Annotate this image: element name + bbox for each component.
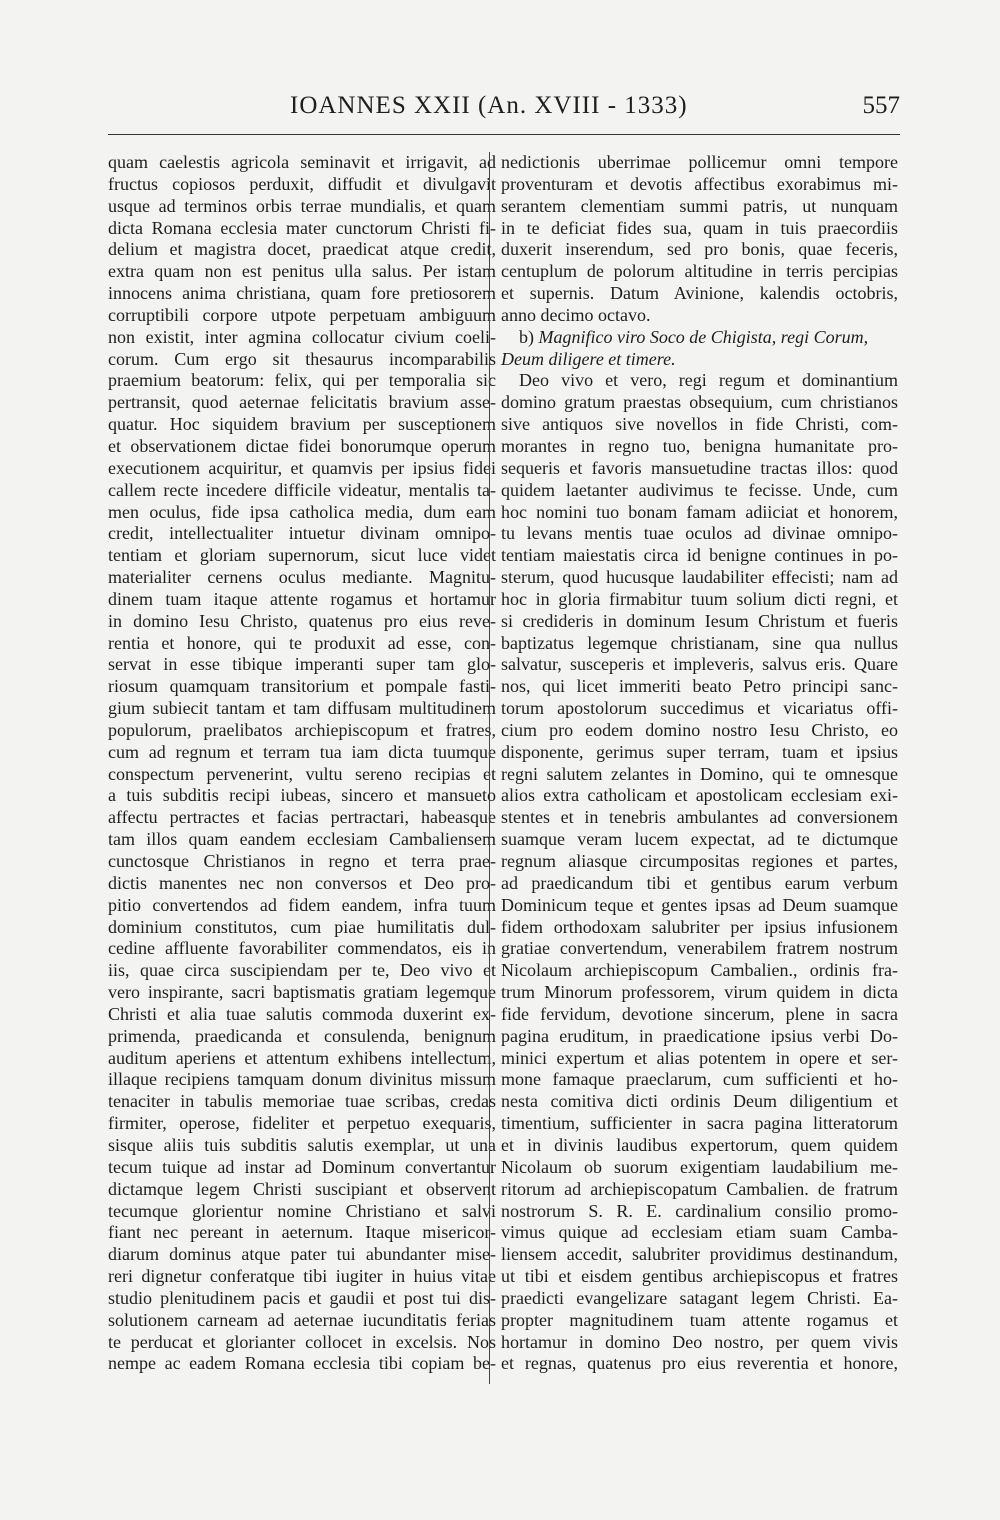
text-line: morantes in regno tuo, benigna humanitate pro- <box>501 435 898 456</box>
text-line: salvatur, susceperis et impleveris, salvus eris. Quare <box>501 654 898 675</box>
text-line: Deo vivo et vero, regi regum et dominantium <box>519 370 898 391</box>
text-line: Nicolaum archiepiscopum Cambalien., ordinis fra- <box>501 960 898 981</box>
text-line: si credideris in dominum Iesum Christum et fueris <box>501 610 898 631</box>
text-line: sisque aliis tuis subditis salutis exemplar, ut una <box>108 1134 496 1155</box>
text-line: extra quam non est penitus ulla salus. Per istam <box>108 261 496 282</box>
text-line: domino gratum praestas obsequium, cum christianos <box>501 392 898 413</box>
text-line: rentia et honore, qui te produxit ad esse, con- <box>108 632 496 653</box>
text-line: fructus copiosos perduxit, diffudit et divulgavit <box>108 173 496 194</box>
text-line: quam caelestis agricola seminavit et irrigavit, ad <box>108 152 496 172</box>
text-line: vimus quique ad ecclesiam etiam suam Camba- <box>501 1222 898 1243</box>
text-line: praedicti evangelizare satagant legem Christi. Ea- <box>501 1287 898 1308</box>
text-line: dinem tuam itaque attente rogamus et hortamur <box>108 588 496 609</box>
text-line: hoc nomini tuo bonam famam adiiciat et honorem, <box>501 501 898 522</box>
letter-b-body <box>501 370 898 1375</box>
text-line: credit, intellectualiter intuetur divinam omnipo- <box>108 523 496 544</box>
text-line: dictis manentes nec non conversos et Deo pro- <box>108 872 496 893</box>
heading-line-1 <box>501 327 898 349</box>
text-line: vero inspirante, sacri baptismatis gratiam legemque <box>108 982 496 1003</box>
text-line: et observationem dictae fidei bonorumque operum <box>108 435 496 456</box>
text-line: affectu pertractes et facias pertractari, habeasque <box>108 807 496 828</box>
text-line: centuplum de polorum altitudine in terris percipias <box>501 261 898 282</box>
running-title: IOANNES XXII (An. XVIII - 1333) <box>290 92 688 119</box>
text-line: liensem accedit, salubriter providimus destinandum, <box>501 1244 898 1265</box>
text-line: studio plenitudinem pacis et gaudii et post tui dis- <box>108 1287 496 1308</box>
text-line: nempe ac eadem Romana ecclesia tibi copiam be- <box>108 1353 496 1374</box>
text-line: diarum dominus atque pater tui abundanter mise- <box>108 1244 496 1265</box>
right-text-column <box>501 152 898 1375</box>
heading-prefix: b) <box>519 326 539 347</box>
text-line: pertransit, quod aeternae felicitatis bravium asse- <box>108 392 496 413</box>
text-line: Dominicum teque et gentes ipsas ad Deum suamque <box>501 894 898 915</box>
text-line: ad praedicandum tibi et gentibus earum verbum <box>501 872 898 893</box>
text-line: hoc in gloria firmabitur tuum solium dicti regni, et <box>501 588 898 609</box>
letter-a-ending <box>501 152 898 327</box>
text-line: tentiam maiestatis circa id benigne continues in po- <box>501 545 898 566</box>
text-line: sive antiquos sive novellos in fide Christi, com- <box>501 414 898 435</box>
header-rule <box>108 134 900 135</box>
text-line: fidem orthodoxam salubriter per ipsius infusionem <box>501 916 898 937</box>
text-line: corruptibili corpore utpote perpetuam ambiguum <box>108 304 496 325</box>
text-line: iis, quae circa suscipiendam per te, Deo vivo et <box>108 960 496 981</box>
text-line: torum apostolorum succedimus et vicariatus offi- <box>501 698 898 719</box>
text-line: sterum, quod hucusque laudabiliter effecisti; nam ad <box>501 567 898 588</box>
text-line: dictamque legem Christi suscipiant et observent <box>108 1178 496 1199</box>
text-line: non existit, inter agmina collocatur civium coeli- <box>108 326 496 347</box>
text-line: tentiam et gloriam supernorum, sicut luce videt <box>108 545 496 566</box>
text-line: reri dignetur conferatque tibi iugiter in huius vitae <box>108 1266 496 1287</box>
text-line: et supernis. Datum Avinione, kalendis octobris, <box>501 283 898 304</box>
text-line: nesta comitiva dicti ordinis Deum diligentium et <box>501 1091 898 1112</box>
heading-address: Magnifico viro Soco de Chigista, regi Corum, <box>538 326 869 347</box>
text-line: callem recte incedere difficile videatur, mentalis ta- <box>108 479 496 500</box>
text-line: pitio convertendos ad fidem eandem, infra tuum <box>108 894 496 915</box>
text-line: tu levans mentis tuae oculos ad divinae omnipo- <box>501 523 898 544</box>
text-line: corum. Cum ergo sit thesaurus incomparabilis <box>108 348 496 369</box>
text-line: stentes et in tenebris ambulantes ad conversionem <box>501 807 898 828</box>
text-line: proventuram et devotis affectibus exorabimus mi- <box>501 173 898 194</box>
text-line: trum Minorum professorem, virum quidem in dicta <box>501 982 898 1003</box>
text-line: usque ad terminos orbis terrae mundialis, et quam <box>108 195 496 216</box>
text-line: fide fervidum, devotione sincerum, plene in sacra <box>501 1003 898 1024</box>
text-line: mone famaque praeclarum, cum sufficienti et ho- <box>501 1069 898 1090</box>
text-line: disponente, gerimus super terram, tuam et ipsius <box>501 741 898 762</box>
text-line: dicta Romana ecclesia mater cunctorum Christi fi- <box>108 217 496 238</box>
text-line: delium et magistra docet, praedicat atque credit, <box>108 239 496 260</box>
text-line: servat in esse tibique imperanti super tam glo- <box>108 654 496 675</box>
page-number: 557 <box>862 92 900 119</box>
text-line: tenaciter in tabulis memoriae tuae scribas, credas <box>108 1091 496 1112</box>
text-line: solutionem carneam ad aeternae iucunditatis ferias <box>108 1309 496 1330</box>
text-line: hortamur in domino Deo nostro, per quem vivis <box>501 1331 898 1352</box>
text-line: et regnas, quatenus pro eius reverentia et honore, <box>501 1353 898 1374</box>
heading-line-2: Deum diligere et timere. <box>501 348 676 369</box>
text-line: men oculus, fide ipsa catholica media, dum eam <box>108 501 496 522</box>
text-line: innocens anima christiana, quam fore pretiosorem <box>108 283 496 304</box>
text-line: fiant nec pereant in aeternum. Itaque misericor- <box>108 1222 496 1243</box>
text-line: baptizatus legemque christianam, sine qua nullus <box>501 632 898 653</box>
text-line: tecumque glorientur nomine Christiano et salvi <box>108 1200 496 1221</box>
text-line: ut tibi et eisdem gentibus archiepiscopus et fratres <box>501 1266 898 1287</box>
text-line: suamque veram lucem expectat, ad te dictumque <box>501 829 898 850</box>
text-line: et in divinis laudibus expertorum, quem quidem <box>501 1134 898 1155</box>
text-line: timentium, sufficienter in sacra pagina litteratorum <box>501 1113 898 1134</box>
text-line: sequeris et favoris mansuetudine tractas illos: quod <box>501 457 898 478</box>
text-line: anno decimo octavo. <box>501 304 651 325</box>
text-line: nedictionis uberrimae pollicemur omni tempore <box>501 152 898 172</box>
text-line: minici expertum et alias potentem in opere et ser- <box>501 1047 898 1068</box>
text-line: cum ad regnum et terram tua iam dicta tuumque <box>108 741 496 762</box>
text-line: te perducat et glorianter collocet in excelsis. Nos <box>108 1331 496 1352</box>
text-line: conspectum pervenerint, vultu sereno recipias et <box>108 763 496 784</box>
text-line: quatur. Hoc siquidem bravium per susceptionem <box>108 414 496 435</box>
text-line: primenda, praedicanda et consulenda, benignum <box>108 1025 496 1046</box>
text-line: in domino Iesu Christo, quatenus pro eius reve- <box>108 610 496 631</box>
text-line: riosum quamquam transitorium et pompale fasti- <box>108 676 496 697</box>
text-line: executionem acquiritur, et quamvis per ipsius fidei <box>108 457 496 478</box>
text-line: in te deficiat fides sua, quam in tuis praecordiis <box>501 217 898 238</box>
text-line: firmiter, operose, fideliter et perpetuo exequaris, <box>108 1113 496 1134</box>
text-line: gium subiecit tantam et tam diffusam multitudinem <box>108 698 496 719</box>
page-header <box>108 92 900 132</box>
text-line: pagina eruditum, in praedicatione ipsius verbi Do- <box>501 1025 898 1046</box>
text-line: serantem clementiam summi patris, ut nunquam <box>501 195 898 216</box>
left-text-column <box>108 152 496 1375</box>
text-line: a tuis subditis recipi iubeas, sincero et mansueto <box>108 785 496 806</box>
text-line: gratiae convertendum, venerabilem fratrem nostrum <box>501 938 898 959</box>
text-line: cedine affluente favorabiliter commendatos, eis in <box>108 938 496 959</box>
text-line: tam illos quam eandem ecclesiam Cambaliensem <box>108 829 496 850</box>
text-line: regnum aliasque circumpositas regiones et partes, <box>501 851 898 871</box>
text-line: duxerit inserendum, sed pro bonis, quae feceris, <box>501 239 898 260</box>
text-line: Nicolaum ob suorum exigentiam laudabilium me- <box>501 1156 898 1177</box>
text-line: ritorum ad archiepiscopatum Cambalien. de fratrum <box>501 1178 898 1199</box>
text-line: populorum, praelibatos archiepiscopum et fratres, <box>108 719 496 740</box>
text-line: regni salutem zelantes in Domino, qui te omnesque <box>501 763 898 784</box>
text-line: praemium beatorum: felix, qui per temporalia sic <box>108 370 496 391</box>
text-line: tecum tuique ad instar ad Dominum convertantur <box>108 1156 496 1177</box>
column-divider <box>489 152 490 1384</box>
text-line: materialiter cernens oculus mediante. Magnitu- <box>108 567 496 588</box>
letter-b-heading <box>501 327 898 371</box>
text-line: auditum aperiens et attentum exhibens intellectum, <box>108 1047 496 1068</box>
text-line: nostrorum S. R. E. cardinalium consilio promo- <box>501 1200 898 1221</box>
text-line: illaque recipiens tamquam donum divinitus missum <box>108 1069 496 1090</box>
text-line: Christi et alia tuae salutis commoda duxerint ex- <box>108 1003 496 1024</box>
text-line: nos, qui licet immeriti beato Petro principi sanc- <box>501 676 898 697</box>
text-line: quidem laetanter audivimus te fecisse. Unde, cum <box>501 479 898 500</box>
text-line: dominium constitutos, cum piae humilitatis dul- <box>108 916 496 937</box>
text-line: propter magnitudinem tuam attente rogamus et <box>501 1309 898 1330</box>
text-line: cium pro eodem domino nostro Iesu Christo, eo <box>501 719 898 740</box>
text-line: alios extra catholicam et apostolicam ecclesiam exi- <box>501 785 898 806</box>
text-line: cunctosque Christianos in regno et terra prae- <box>108 851 496 871</box>
